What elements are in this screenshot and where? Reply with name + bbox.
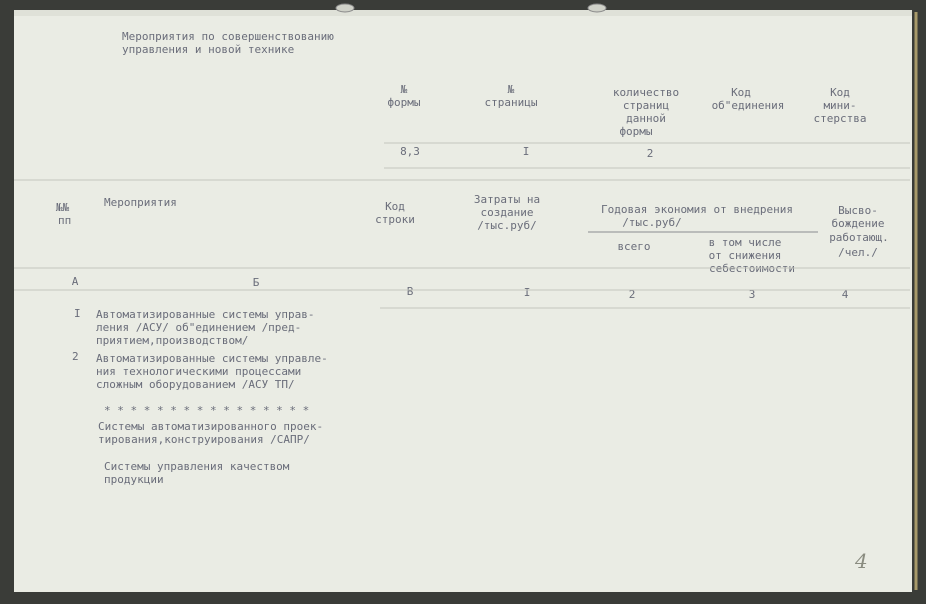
row-text: ния технологическими процессами xyxy=(96,365,302,378)
ministry-code-label: стерства xyxy=(813,112,867,125)
costs-header: Затраты на xyxy=(473,193,541,206)
row-text: тирования,конструирования /САПР/ xyxy=(98,433,310,446)
row-text: сложным оборудованием /АСУ ТП/ xyxy=(96,378,295,391)
page-count-label: количество xyxy=(612,86,680,99)
title-line-2: управления и новой технике xyxy=(122,43,295,56)
column-letter: 3 xyxy=(748,288,756,301)
economy-cost-header: в том числе xyxy=(708,236,782,249)
release-header: Высво- xyxy=(838,204,878,217)
row-number-header: №№ xyxy=(56,201,70,214)
economy-cost-header: себестоимости xyxy=(708,262,796,275)
handwritten-mark: 4 xyxy=(855,549,868,573)
page-count-label: страниц xyxy=(622,99,670,112)
association-code-label: Код xyxy=(731,86,751,99)
page-no-label: № xyxy=(507,83,515,96)
costs-header: /тыс.руб/ xyxy=(477,219,537,232)
row-text: продукции xyxy=(104,473,164,486)
page-count-label: данной xyxy=(626,112,666,125)
form-no-label: формы xyxy=(387,96,421,109)
economy-total-header: всего xyxy=(617,240,651,253)
row-number: I xyxy=(74,307,81,320)
column-letter: I xyxy=(523,286,531,299)
row-number: 2 xyxy=(72,350,79,363)
column-letter: В xyxy=(406,285,414,298)
economy-header: Годовая экономия от внедрения xyxy=(600,203,794,216)
row-number-header: пп xyxy=(58,214,72,227)
column-letter: А xyxy=(71,275,79,288)
title-line-1: Мероприятия по совершенствованию xyxy=(122,30,334,43)
separator-stars: * * * * * * * * * * * * * * * * xyxy=(104,404,310,417)
release-header: работающ. xyxy=(829,231,889,244)
ministry-code-label: Код xyxy=(830,86,850,99)
form-no-value: 8,3 xyxy=(400,145,420,158)
form-no-label: № xyxy=(400,83,408,96)
column-letter: 2 xyxy=(628,288,636,301)
column-letter: 4 xyxy=(841,288,849,301)
release-header: бождение xyxy=(831,217,885,230)
economy-cost-header: от снижения xyxy=(708,249,782,262)
page-no-label: страницы xyxy=(484,96,538,109)
ministry-code-label: мини- xyxy=(823,99,857,112)
table-row xyxy=(98,420,323,446)
page-count-value: 2 xyxy=(646,147,654,160)
page-no-value: I xyxy=(522,145,530,158)
line-code-header: строки xyxy=(375,213,415,226)
staple-hole xyxy=(336,4,354,12)
table-row xyxy=(72,350,328,391)
association-code-label: об"единения xyxy=(711,99,785,112)
measures-header: Мероприятия xyxy=(104,196,177,209)
page-count-label: формы xyxy=(619,125,653,138)
row-text: Автоматизированные системы управле- xyxy=(96,352,328,365)
paper-sheet xyxy=(14,10,912,592)
row-text: Автоматизированные системы управ- xyxy=(96,308,315,321)
row-text: Системы управления качеством xyxy=(104,460,290,473)
costs-header: создание xyxy=(480,206,534,219)
column-letter: Б xyxy=(252,276,260,289)
table-row xyxy=(104,404,309,417)
paper-top-edge xyxy=(14,10,912,16)
row-text: ления /АСУ/ об"единением /пред- xyxy=(96,321,302,334)
economy-unit: /тыс.руб/ xyxy=(622,216,682,229)
release-header: /чел./ xyxy=(838,246,878,259)
line-code-header: Код xyxy=(385,200,405,213)
row-text: Системы автоматизированного проек- xyxy=(98,420,324,433)
row-text: приятием,производством/ xyxy=(96,334,249,347)
staple-hole xyxy=(588,4,606,12)
